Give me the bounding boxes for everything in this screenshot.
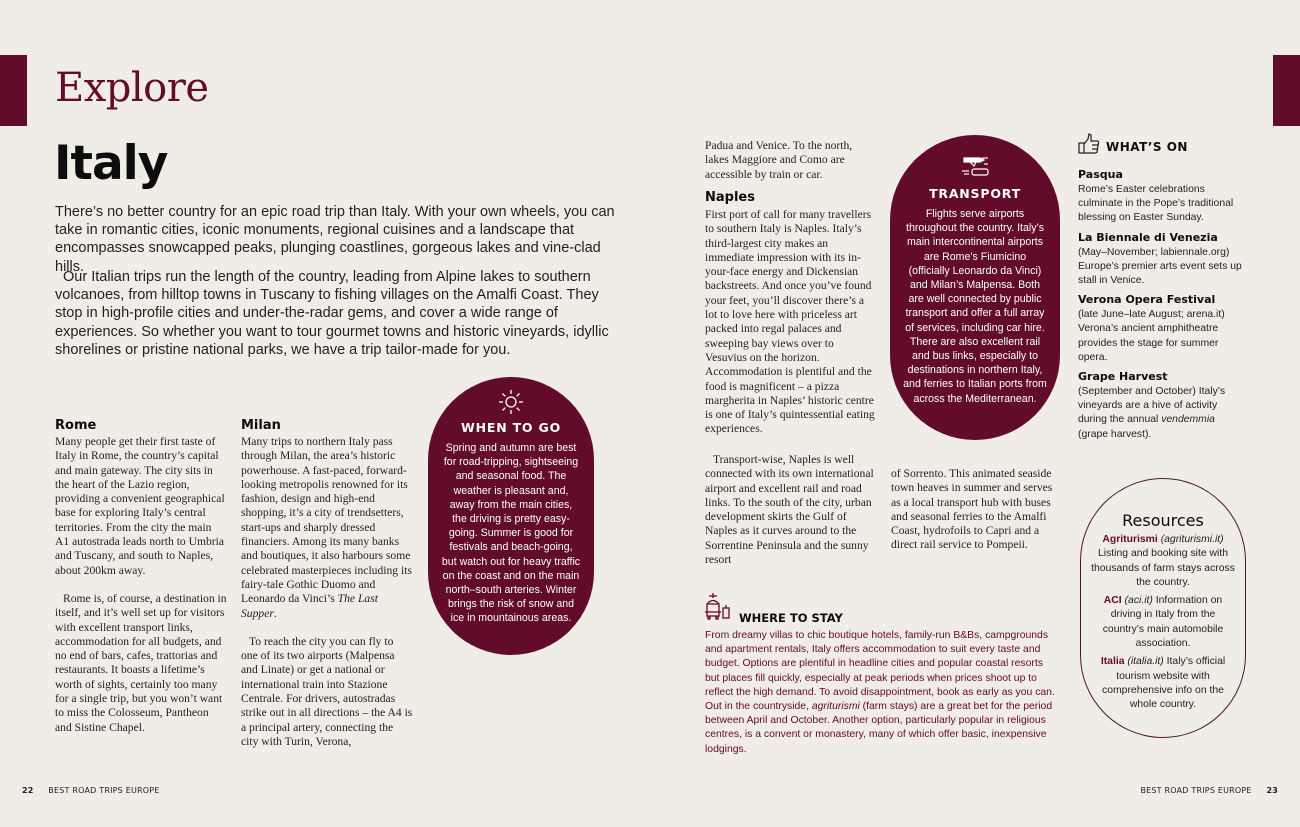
- whats-on-title: WHAT’S ON: [1106, 139, 1188, 154]
- resource-name: ACI: [1103, 595, 1122, 607]
- milan-text-end: .: [273, 606, 277, 620]
- resource-desc: Information on driving in Italy from the country’s main automobile association.: [1102, 595, 1224, 650]
- resource-link[interactable]: (aci.it): [1124, 595, 1153, 607]
- when-to-go-title: WHEN TO GO: [461, 420, 561, 435]
- resource-link[interactable]: (agriturismi.it): [1160, 534, 1224, 545]
- event-desc-end: (grape harvest).: [1078, 428, 1152, 440]
- event-name: La Biennale di Venezia: [1078, 230, 1218, 244]
- milan-paragraph-2-continued: Padua and Venice. To the north, lakes Maggiore and Como are accessible by train or car.: [705, 139, 853, 181]
- whats-on-event: [1078, 168, 1243, 226]
- naples-paragraph-2-continued-wrap: [891, 467, 1061, 553]
- rome-heading: Rome: [55, 418, 97, 433]
- where-to-stay-section: [705, 592, 1057, 757]
- event-desc: [1078, 385, 1243, 442]
- page-number-left: 22: [22, 786, 34, 795]
- naples-section: [705, 190, 877, 437]
- event-name: Grape Harvest: [1078, 370, 1168, 384]
- where-to-stay-body: [705, 629, 1055, 757]
- naples-paragraph-1: First port of call for many travellers to southern Italy is Naples. Italy’s third-largest city makes an immediate impression with its in-your-face energy and Dickensian backstreets. And once you’ve found your feet, you’ll discover there’s a lot to love here with priceless art packed into regal palaces and sweeping bay views over to Vesuvius on the horizon. Accommodation is plentiful and the food is magnificent – a pizza margherita in Naples’ historic centre is one of Italy’s quintessential eating experiences.: [705, 208, 875, 436]
- where-to-stay-text-end: (farm stays) are a great bet for the period between April and October. Another option, particularly popular in religious centres, is a convent or monastery, many of which offer basic, inexpensive lodgings.: [705, 701, 1053, 755]
- artwork-title: The Last Supper: [241, 592, 378, 620]
- footer-right: [1140, 786, 1278, 795]
- intro-paragraph-2: [55, 268, 615, 359]
- event-name: Verona Opera Festival: [1078, 293, 1216, 307]
- whats-on-event: [1078, 370, 1243, 442]
- resource-name: Agriturismi: [1102, 534, 1158, 545]
- page-title: Italy: [54, 136, 168, 191]
- section-label: Explore: [55, 65, 209, 111]
- book-title-left: BEST ROAD TRIPS EUROPE: [48, 786, 160, 795]
- event-desc-italic: vendemmia: [1161, 414, 1215, 426]
- footer-left: [22, 786, 160, 795]
- event-name: Pasqua: [1078, 168, 1123, 181]
- whats-on-section: [1078, 133, 1243, 447]
- event-desc: (May–November; labiennale.org) Europe’s premier arts event sets up stall in Venice.: [1078, 246, 1242, 287]
- intro-text-2: Our Italian trips run the length of the country, leading from Alpine lakes to southern volcanoes, from hilltop towns in Tuscany to fishing villages on the Amalfi Coast. They stop in high-profile cities and under-the-radar gems, and cover a wide range of experiences. So whether you want to tour gourmet towns and historic vineyards, idyllic shorelines or pristine national parks, we have a trip tailor-made for you.: [55, 269, 609, 358]
- where-to-stay-text: From dreamy villas to chic boutique hotels, family-run B&Bs, campgrounds and apartment rentals, Italy offers accommodation to suit every taste and budget. Options are plentiful in headline cities and popular coastal resorts but places fill quickly, especially at peak periods when prices shoot up to reflect the high demand. To avoid disappointment, book as early as you can. Out in the countryside,: [705, 630, 1055, 713]
- intro-paragraph-1: [55, 203, 615, 276]
- resource-name: Italia: [1100, 656, 1125, 668]
- resource-desc: Listing and booking site with thousands of farm stays across the country.: [1091, 548, 1235, 588]
- when-to-go-panel: [428, 377, 594, 655]
- event-desc: Rome’s Easter celebrations culminate in the Pope’s traditional blessing on Easter Sunday.: [1078, 184, 1234, 224]
- whats-on-event: [1078, 231, 1243, 289]
- resource-link[interactable]: (italia.it): [1127, 656, 1164, 668]
- whats-on-event: [1078, 293, 1243, 365]
- rome-paragraph-1: Many people get their first taste of Italy in Rome, the country’s capital and main gateway. The city sits in the heart of the Lazio region, providing a convenient geographical base for exploring Italy’s central territories. From the city the main A1 autostrada leads north to Umbria and Tuscany, and south to Naples, about 200km away.: [55, 435, 225, 577]
- event-desc-text: (September and October) Italy’s vineyards are a hive of activity during the annual: [1078, 386, 1226, 426]
- rome-paragraph-2: Rome is, of course, a destination in itself, and it’s well set up for visitors with excellent transport links, accommodation for all budgets, and no end of bars, cafes, trattorias and restaurants. It boasts a lifetime’s worth of sights, certainly too many for a single trip, but you won’t want to miss the Colosseum, Pantheon and Sistine Chapel.: [55, 591, 227, 734]
- naples-paragraph-2: Transport-wise, Naples is well connected with its own international airport and excellent rail and road links. To the south of the city, urban development skirts the Gulf of Naples as it curves around to the Sorrentine Peninsula and the sunny resort: [705, 453, 874, 567]
- intro-text-1: There’s no better country for an epic road trip than Italy. With your own wheels, you can take in romantic cities, iconic monuments, regional cuisines and a landscape that encompasses snowcapped peaks, plunging coastlines, gorgeous lakes and vine-clad hills.: [55, 204, 615, 275]
- thumbs-up-icon: [1078, 133, 1100, 160]
- milan-paragraph-1: [241, 435, 413, 621]
- plane-train-icon: [890, 135, 1060, 182]
- left-accent-tab: [0, 55, 27, 126]
- milan-text: Many trips to northern Italy pass through Milan, the area’s historic powerhouse. A fast-paced, forward-looking metropolis renowned for its fashion, design and high-end shopping, it’s a city of trendsetters, start-ups and sharply dressed financiers. Among its many banks and boutiques, it also harbours some celebrated masterpieces including its fairy-tale Gothic Duomo and Leonardo da Vinci’s: [241, 435, 412, 606]
- resource-desc: Italy’s official tourism website with comprehensive info on the whole country.: [1102, 656, 1226, 711]
- right-accent-tab: [1273, 55, 1300, 126]
- page-number-right: 23: [1266, 786, 1278, 795]
- resource-item: [1091, 655, 1235, 712]
- rome-section: [55, 418, 227, 735]
- naples-paragraph-2-continued: of Sorrento. This animated seaside town heaves in summer and serves as a local transport hub with buses and seasonal ferries to the Amalfi Coast, hydrofoils to Capri and a direct rail service to Pompeii.: [891, 467, 1053, 552]
- resources-panel: [1080, 478, 1246, 738]
- event-desc: (late June–late August; arena.it) Verona’s ancient amphitheatre provides the stage for summer opera.: [1078, 309, 1225, 363]
- milan-heading: Milan: [241, 418, 281, 433]
- milan-paragraph-2: To reach the city you can fly to one of its two airports (Malpensa and Linate) or get a national or international train into Stazione Centrale. For drivers, autostradas strike out in all directions – the A4 is a principal artery, connecting the city with Turin, Verona,: [241, 634, 413, 748]
- milan-continued: [705, 139, 877, 182]
- resources-title: Resources: [1122, 511, 1204, 530]
- sun-icon: [428, 377, 594, 420]
- agriturismi-term: agriturismi: [811, 701, 860, 713]
- resource-item: [1091, 594, 1235, 651]
- naples-heading: Naples: [705, 190, 755, 205]
- hotel-luggage-icon: [705, 592, 731, 625]
- naples-paragraph-2-wrap: [705, 453, 877, 567]
- transport-panel: [890, 135, 1060, 440]
- transport-body: Flights serve airports throughout the country. Italy’s main intercontinental airports are Rome’s Fiumicino (officially Leonardo da Vinci) and Milan’s Malpensa. Both are well connected by public transport and offer a full array of services, including car hire. There are also excellent rail and bus links, especially to destinations in northern Italy, and ferries to Italian ports from across the Mediterranean.: [903, 208, 1047, 405]
- where-to-stay-title: WHERE TO STAY: [739, 611, 843, 625]
- transport-title: TRANSPORT: [929, 186, 1021, 201]
- milan-section: [241, 418, 413, 749]
- when-to-go-body: Spring and autumn are best for road-tripping, sightseeing and seasonal food. The weather is pleasant and, away from the main cities, the driving is pretty easy-going. Summer is good for festivals and beach-going, but watch out for heavy traffic on the coast and on the main north–south arteries. Winter brings the risk of snow and ice in mountainous areas.: [441, 442, 581, 625]
- resource-item: [1091, 533, 1235, 590]
- book-title-right: BEST ROAD TRIPS EUROPE: [1140, 786, 1252, 795]
